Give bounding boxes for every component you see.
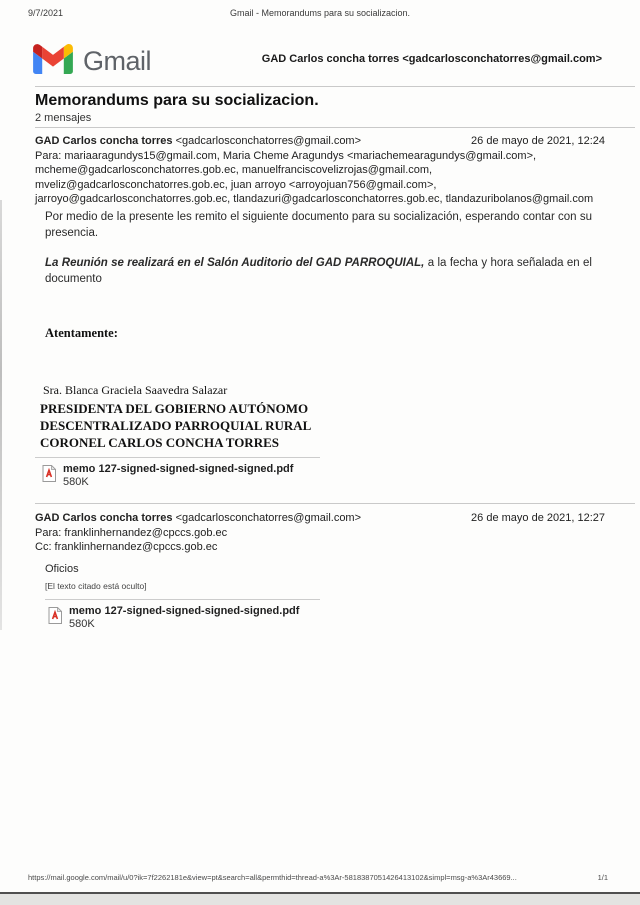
attachment-card: [48, 605, 299, 631]
message1-body-paragraph: Por medio de la presente les remito el siguiente documento para su socialización, esperando contar con su presencia.: [45, 211, 592, 239]
attachment-card: [42, 463, 293, 489]
gmail-logo-text: Gmail: [83, 46, 152, 76]
signature-title-line: DESCENTRALIZADO PARROQUIAL RURAL: [40, 418, 312, 433]
message2-body: Oficios: [45, 563, 79, 575]
attachment-divider: [45, 599, 320, 600]
signature-name: Sra. Blanca Graciela Saavedra Salazar: [43, 383, 228, 397]
message1-sender: [35, 134, 361, 149]
print-footer-url: https://mail.google.com/mail/u/0?ik=7f2262181e&view=pt&search=all&permthid=thread-a%3Ar-5818387051426413102&simpl=msg-a%3Ar43669...: [28, 873, 517, 882]
attachment-size: 580K: [63, 476, 89, 488]
attachment-divider: [35, 457, 320, 458]
message1-sender-row: [35, 134, 605, 149]
pdf-file-icon: [42, 465, 56, 487]
gmail-logo: [33, 44, 151, 79]
attachment-filename: memo 127-signed-signed-signed-signed.pdf: [69, 605, 300, 617]
message1-recipients: Para: mariaaragundys15@gmail.com, Maria Cheme Aragundys <mariachemearagundys@gmail.com>, mcheme@gadcarlosconchatorres.gob.ec, manuelfranciscovelizrojas@gmail.com, mveliz@gadcarlosconchatorres.gob.ec, juan arroyo <arroyojuan756@gmail.com>, jarroyo@gadcarlosconchatorres.gob.ec, tlandazuri@gadcarlosconchatorres.gob.ec, tlandazuribolanos@gmail.com: [35, 149, 594, 205]
thread-subject: Memorandums para su socializacion.: [35, 92, 319, 109]
message1-header: [35, 134, 605, 207]
sender-name: GAD Carlos concha torres: [35, 135, 173, 147]
message2-sender-row: [35, 511, 605, 526]
message-count: 2 mensajes: [35, 112, 92, 124]
divider: [35, 127, 635, 128]
signature-block: [40, 383, 311, 451]
signature-title-line: CORONEL CARLOS CONCHA TORRES: [40, 435, 279, 450]
message2-sender: [35, 511, 361, 526]
divider: [35, 86, 635, 87]
message2-header: [35, 511, 605, 555]
sender-email: <gadcarlosconchatorres@gmail.com>: [172, 512, 362, 524]
signature-title-line: PRESIDENTA DEL GOBIERNO AUTÓNOMO: [40, 401, 309, 416]
attachment-filename: memo 127-signed-signed-signed-signed.pdf: [63, 463, 294, 475]
sender-name: GAD Carlos concha torres: [35, 512, 173, 524]
highlight-bold-text: La Reunión se realizará en el Salón Auditorio del GAD PARROQUIAL,: [45, 257, 425, 269]
message2-date: 26 de mayo de 2021, 12:27: [471, 512, 605, 524]
scan-bottom-edge: [0, 892, 640, 905]
message2-cc: Cc: franklinhernandez@cpccs.gob.ec: [35, 541, 218, 553]
closing-line: Atentamente:: [45, 326, 118, 340]
print-date: 9/7/2021: [28, 8, 64, 18]
scan-edge-artifact: [0, 200, 2, 630]
print-footer-page-number: 1/1: [597, 873, 608, 882]
gmail-m-icon: [33, 44, 73, 79]
attachment-info: [69, 605, 299, 631]
account-owner: GAD Carlos concha torres <gadcarlosconchatorres@gmail.com>: [261, 53, 602, 65]
divider: [35, 503, 635, 504]
highlight-rest-text: a la fecha y hora señalada en el documento: [45, 257, 592, 285]
message1-date: 26 de mayo de 2021, 12:24: [471, 135, 605, 147]
message1-highlight-paragraph: [45, 256, 592, 287]
pdf-file-icon: [48, 607, 62, 629]
attachment-info: [63, 463, 293, 489]
quoted-text-hidden-note: [El texto citado está oculto]: [45, 581, 147, 591]
message2-to: Para: franklinhernandez@cpccs.gob.ec: [35, 526, 228, 539]
attachment-size: 580K: [69, 618, 95, 630]
print-page-title: Gmail - Memorandums para su socializacion.: [229, 8, 411, 18]
sender-email: <gadcarlosconchatorres@gmail.com>: [172, 135, 362, 147]
